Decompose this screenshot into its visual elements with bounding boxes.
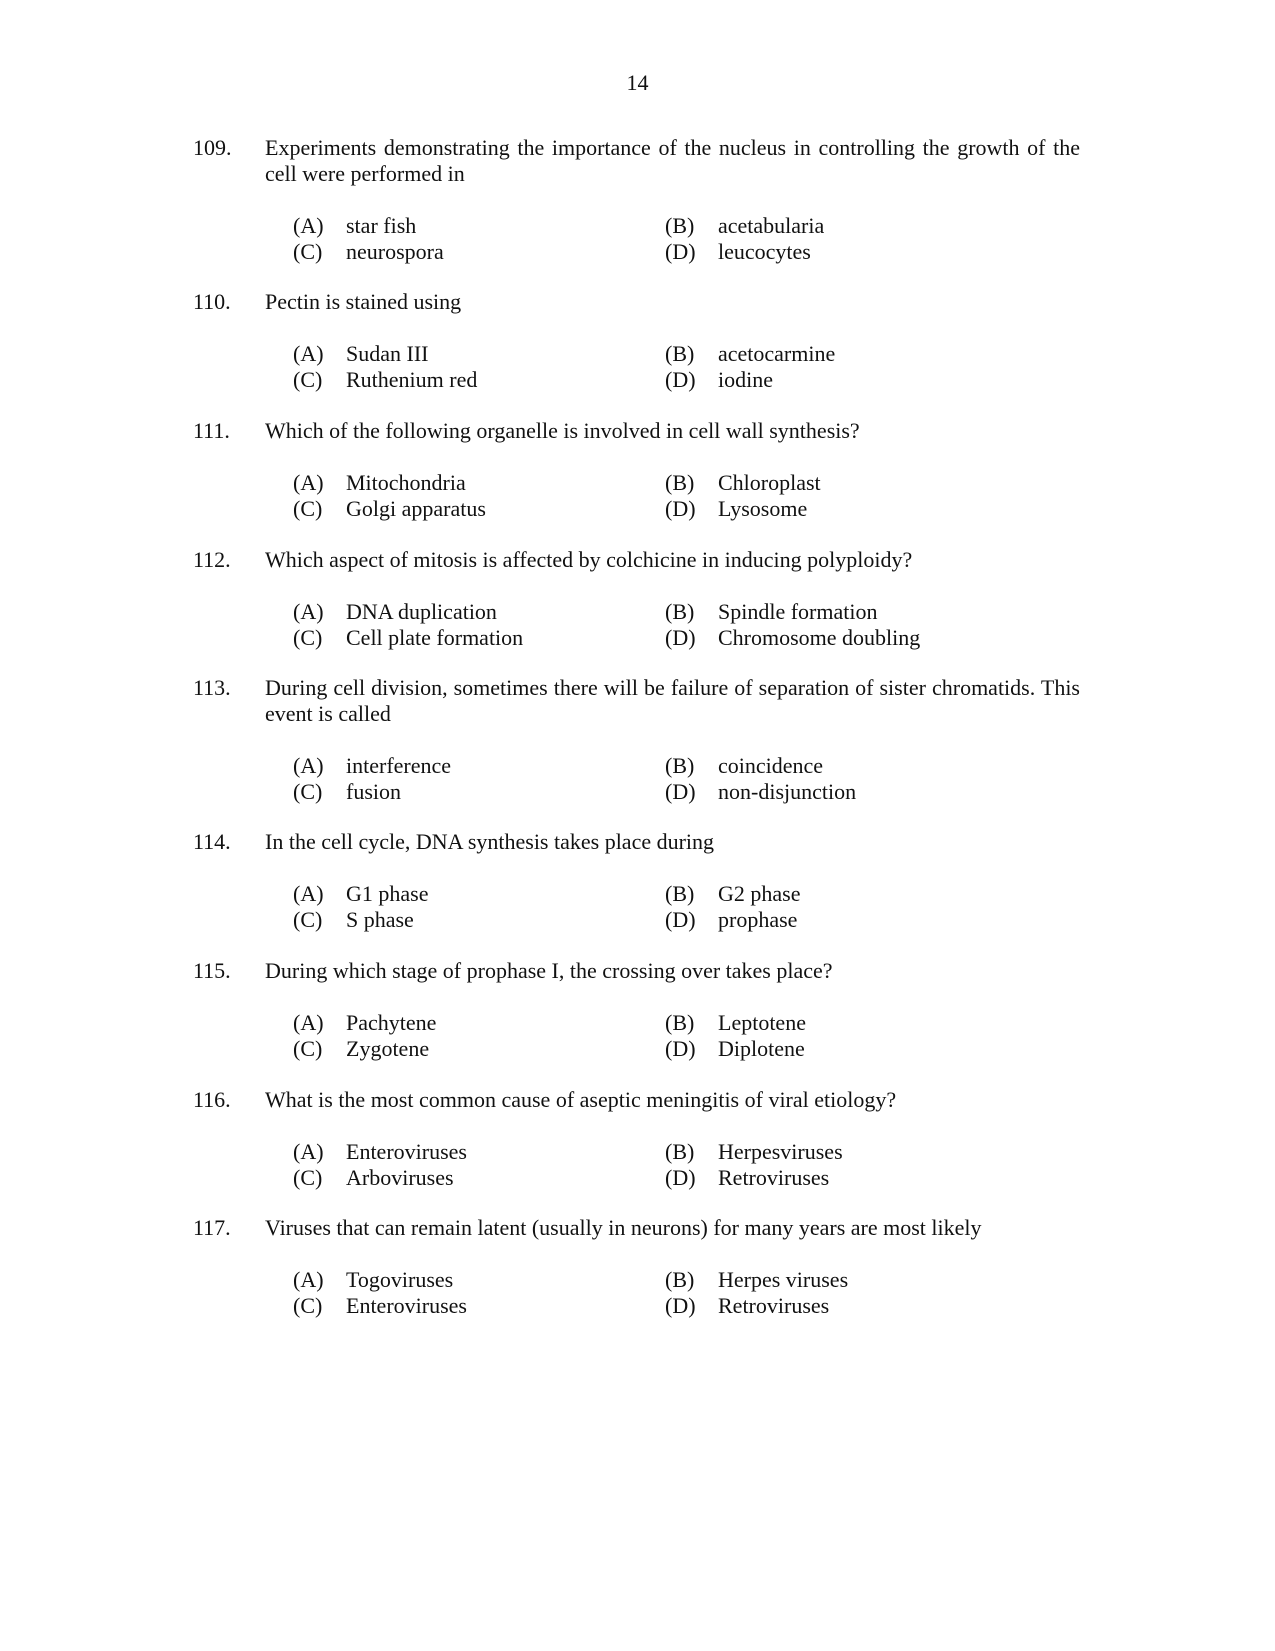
option-letter: (C)	[293, 907, 323, 932]
option-letter: (D)	[665, 367, 696, 392]
answer-options	[193, 341, 1080, 393]
option-letter: (D)	[665, 1165, 696, 1190]
option-text: acetocarmine	[718, 341, 836, 366]
question-115	[193, 958, 1080, 1062]
option-text: S phase	[346, 907, 414, 932]
question-number: 116.	[193, 1087, 231, 1112]
option-letter: (C)	[293, 496, 323, 521]
option-text: prophase	[718, 907, 798, 932]
option-text: star fish	[346, 213, 417, 238]
option-letter: (B)	[665, 753, 695, 778]
question-117	[193, 1215, 1080, 1319]
option-text: Zygotene	[346, 1036, 430, 1061]
option-letter: (C)	[293, 1293, 323, 1318]
answer-options	[193, 470, 1080, 522]
answer-options	[193, 881, 1080, 933]
answer-options	[193, 213, 1080, 265]
option-text: Chromosome doubling	[718, 625, 921, 650]
question-text: Pectin is stained using	[265, 289, 462, 314]
option-text: Retroviruses	[718, 1165, 830, 1190]
option-letter: (D)	[665, 907, 696, 932]
option-text: Leptotene	[718, 1010, 806, 1035]
answer-options	[193, 753, 1080, 805]
option-text: Arboviruses	[346, 1165, 454, 1190]
option-letter: (B)	[665, 213, 695, 238]
option-letter: (D)	[665, 1293, 696, 1318]
question-111	[193, 418, 1080, 522]
question-113	[193, 675, 1080, 805]
option-letter: (B)	[665, 1267, 695, 1292]
option-text: G1 phase	[346, 881, 429, 906]
option-letter: (D)	[665, 779, 696, 804]
question-text: Experiments demonstrating the importance of the nucleus in controlling the growth of the cell were performed in	[265, 135, 1080, 186]
question-number: 113.	[193, 675, 231, 700]
option-text: Herpes viruses	[718, 1267, 849, 1292]
option-letter: (A)	[293, 1139, 324, 1164]
option-text: fusion	[346, 779, 401, 804]
option-letter: (C)	[293, 625, 323, 650]
option-text: leucocytes	[718, 239, 811, 264]
answer-options	[193, 1139, 1080, 1191]
option-text: Cell plate formation	[346, 625, 524, 650]
question-number: 111.	[193, 418, 230, 443]
option-text: interference	[346, 753, 452, 778]
option-text: coincidence	[718, 753, 824, 778]
option-letter: (A)	[293, 881, 324, 906]
option-letter: (A)	[293, 599, 324, 624]
option-letter: (A)	[293, 470, 324, 495]
option-letter: (A)	[293, 1267, 324, 1292]
answer-options	[193, 1010, 1080, 1062]
option-text: Sudan III	[346, 341, 429, 366]
option-letter: (B)	[665, 1010, 695, 1035]
option-letter: (A)	[293, 753, 324, 778]
option-text: Pachytene	[346, 1010, 437, 1035]
option-text: Togoviruses	[346, 1267, 454, 1292]
option-text: Ruthenium red	[346, 367, 478, 392]
option-text: DNA duplication	[346, 599, 497, 624]
option-text: Golgi apparatus	[346, 496, 486, 521]
option-text: Herpesviruses	[718, 1139, 843, 1164]
option-letter: (D)	[665, 625, 696, 650]
option-text: Diplotene	[718, 1036, 805, 1061]
option-text: Enteroviruses	[346, 1139, 467, 1164]
option-text: Lysosome	[718, 496, 808, 521]
option-letter: (B)	[665, 1139, 695, 1164]
question-text: During cell division, sometimes there will be failure of separation of sister chromatids. This event is called	[265, 675, 1080, 726]
question-text: During which stage of prophase I, the crossing over takes place?	[265, 958, 833, 983]
option-letter: (C)	[293, 1036, 323, 1061]
question-116	[193, 1087, 1080, 1191]
option-text: Mitochondria	[346, 470, 466, 495]
question-number: 114.	[193, 829, 231, 854]
option-letter: (B)	[665, 341, 695, 366]
question-text: In the cell cycle, DNA synthesis takes place during	[265, 829, 715, 854]
option-text: Retroviruses	[718, 1293, 830, 1318]
question-number: 110.	[193, 289, 231, 314]
question-text: What is the most common cause of aseptic meningitis of viral etiology?	[265, 1087, 897, 1112]
option-letter: (B)	[665, 599, 695, 624]
option-letter: (C)	[293, 367, 323, 392]
option-letter: (C)	[293, 779, 323, 804]
question-109	[193, 135, 1080, 265]
option-text: neurospora	[346, 239, 444, 264]
question-number: 112.	[193, 547, 231, 572]
option-letter: (A)	[293, 341, 324, 366]
question-number: 109.	[193, 135, 232, 160]
question-114	[193, 829, 1080, 933]
option-text: Enteroviruses	[346, 1293, 467, 1318]
question-text: Which of the following organelle is involved in cell wall synthesis?	[265, 418, 860, 443]
answer-options	[193, 599, 1080, 651]
option-letter: (A)	[293, 213, 324, 238]
question-number: 117.	[193, 1215, 231, 1240]
question-text: Which aspect of mitosis is affected by colchicine in inducing polyploidy?	[265, 547, 913, 572]
option-letter: (A)	[293, 1010, 324, 1035]
option-letter: (B)	[665, 470, 695, 495]
option-text: Chloroplast	[718, 470, 821, 495]
option-letter: (C)	[293, 239, 323, 264]
option-letter: (D)	[665, 239, 696, 264]
option-text: non-disjunction	[718, 779, 857, 804]
question-number: 115.	[193, 958, 231, 983]
option-text: acetabularia	[718, 213, 825, 238]
answer-options	[193, 1267, 1080, 1319]
option-letter: (D)	[665, 496, 696, 521]
page-number: 14	[626, 70, 649, 95]
option-text: iodine	[718, 367, 773, 392]
question-text: Viruses that can remain latent (usually in neurons) for many years are most likely	[265, 1215, 982, 1240]
option-text: Spindle formation	[718, 599, 878, 624]
option-letter: (C)	[293, 1165, 323, 1190]
question-112	[193, 547, 1080, 651]
option-letter: (B)	[665, 881, 695, 906]
question-110	[193, 289, 1080, 393]
option-text: G2 phase	[718, 881, 801, 906]
option-letter: (D)	[665, 1036, 696, 1061]
